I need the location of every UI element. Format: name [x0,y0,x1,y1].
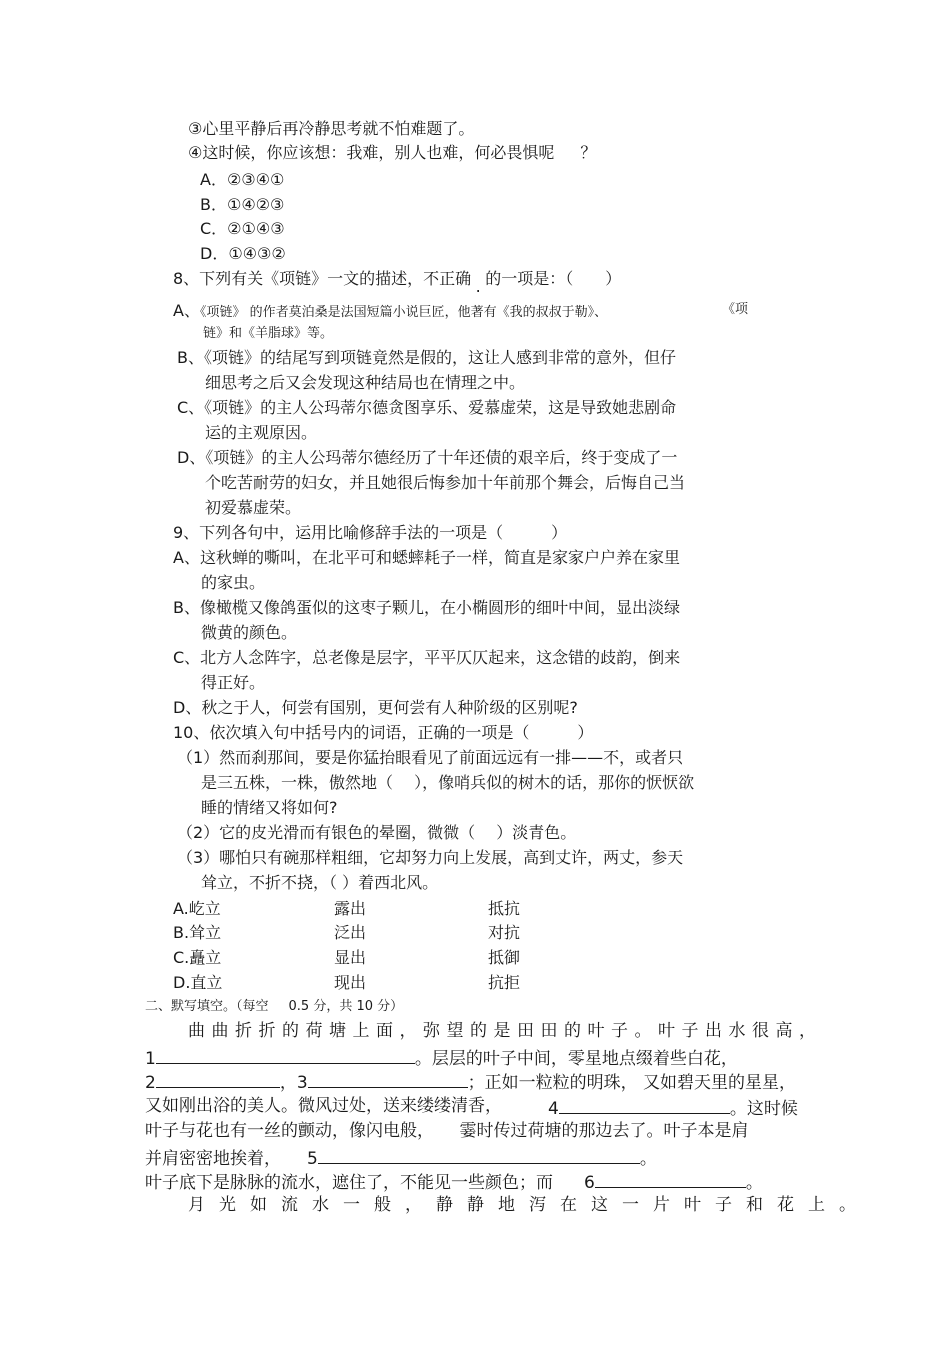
q9-option-b-line1: B、像橄榄又像鸽蛋似的这枣子颗儿，在小椭圆形的细叶中间，显出淡绿 [173,598,680,617]
recitation-line-7-end: 。 [745,1173,763,1193]
recitation-line-4-blank [548,1098,798,1118]
q10-choice-d-word2: 现出 [334,973,367,992]
recitation-line-6-text: 并肩密密地挨着， [145,1149,281,1169]
q8-option-d-line1: D、《项链》的主人公玛蒂尔德经历了十年还债的艰辛后，终于变成了一 [177,448,678,467]
q9-option-a-line2: 的家虫。 [201,573,266,592]
q7-choice-a: A．②③④① [200,170,285,189]
q8-option-d-line2: 个吃苦耐劳的妇女，并且她很后悔参加十年前那个舞会，后悔自己当 [205,473,686,492]
q9-option-b-line2: 微黄的颜色。 [201,623,298,642]
q7-option-4-text: ④这时候，你应该想：我难，别人也难，何必畏惧呢 [188,143,555,162]
blank-3[interactable] [308,1072,468,1088]
q7-choice-b: B．①④②③ [200,195,285,214]
q10-sentence-1-line2: 是三五株，一株，傲然地（ ），像哨兵似的树木的话，那你的恹恹欲 [201,773,695,792]
q10-choice-d-word1: D.直立 [173,973,223,992]
blank-5-number: 5 [307,1149,318,1169]
blank-4[interactable] [559,1098,730,1114]
q9-option-d: D、秋之于人，何尝有国别，更何尝有人种阶级的区别呢? [173,698,578,717]
q9-stem: 9、下列各句中，运用比喻修辞手法的一项是（ ） [173,523,568,542]
q7-option-4 [188,145,596,161]
recitation-line-7-text: 叶子底下是脉脉的流水，遮住了，不能见一些颜色；而 [145,1173,553,1193]
q7-option-3: ③心里平静后再冷静思考就不怕难题了。 [188,119,475,138]
q10-choice-a-word3: 抵抗 [488,899,521,918]
section-2-heading-start: 二、默写填空。（每空 [145,999,269,1014]
q8-stem [173,269,622,296]
recitation-line-7 [145,1172,763,1192]
q8-option-d-line3: 初爱慕虚荣。 [205,498,302,517]
q8-option-a-line2: 链》和《羊脂球》等。 [203,326,334,341]
section-2-heading [145,1000,403,1013]
blank-2-number: 2 [145,1073,156,1093]
blank-6[interactable] [595,1172,746,1188]
q10-sentence-1-line3: 睡的情绪又将如何? [201,798,338,817]
recitation-line-4: 又如刚出浴的美人。微风过处，送来缕缕清香， [145,1096,502,1116]
q8-option-a-line1 [173,303,607,319]
q10-choice-d-word3: 抗拒 [488,973,521,992]
q7-option-4-mark: ？ [580,143,597,162]
q8-emphasis-dot: . [475,277,481,296]
q10-sentence-2: （2）它的皮光滑而有银色的晕圈，微微（ ）淡青色。 [177,823,577,842]
q10-choice-c-word2: 显出 [334,948,367,967]
q8-stem-end: 的一项是：（ ） [485,269,622,288]
q10-choice-a-word1: A.屹立 [173,899,221,918]
recitation-line-6 [145,1148,657,1168]
q8-option-a-tail: 《项 [722,302,749,317]
q8-option-b-line2: 细思考之后又会发现这种结局也在情理之中。 [205,373,526,392]
q10-stem: 10、依次填入句中括号内的词语，正确的一项是（ ） [173,723,594,742]
q10-choice-b-word2: 泛出 [334,923,367,942]
q8-stem-start: 8、下列有关《项链》一文的描述，不正确 [173,269,472,288]
q10-sentence-3-line2: 耸立，不折不挠，（ ）着西北风。 [201,873,439,892]
q8-option-c-line2: 运的主观原因。 [205,423,318,442]
q8-option-c-line1: C、《项链》的主人公玛蒂尔德贪图享乐、爱慕虚荣，这是导致她悲剧命 [177,398,677,417]
blank-3-number: ，3 [279,1073,308,1093]
q7-choice-c: C．②①④③ [200,219,285,238]
q8-option-a-label: A、 [173,301,200,320]
q10-sentence-1-line1: （1）然而刹那间，要是你猛抬眼看见了前面远远有一排——不，或者只 [177,748,684,767]
q8-option-a-text: 《项链》 的作者莫泊桑是法国短篇小说巨匠，他著有《我的叔叔于勒》、 [199,305,608,320]
blank-1[interactable] [156,1048,415,1064]
section-2-heading-score: 0.5 分，共 10 分） [288,999,404,1014]
q9-option-c-line2: 得正好。 [201,673,266,692]
recitation-line-8: 月光如流水一般，静静地泻在这一片叶子和花上。 [188,1195,870,1215]
q10-choice-b-word3: 对抗 [488,923,521,942]
q9-option-a-line1: A、这秋蝉的嘶叫，在北平可和蟋蟀耗子一样，简直是家家户户养在家里 [173,548,680,567]
q10-choice-a-word2: 露出 [334,899,367,918]
recitation-line-2 [145,1048,738,1068]
q10-choice-b-word1: B.耸立 [173,923,222,942]
blank-5[interactable] [318,1148,640,1164]
recitation-line-5: 叶子与花也有一丝的颤动，像闪电般， 霎时传过荷塘的那边去了。叶子本是肩 [145,1121,749,1141]
blank-1-number: 1 [145,1049,156,1069]
q9-option-c-line1: C、北方人念阵字，总老像是层字，平平仄仄起来，这念错的歧韵，倒来 [173,648,681,667]
recitation-line-3-text: ；正如一粒粒的明珠， 又如碧天里的星星， [467,1073,797,1093]
q10-choice-c-word1: C.矗立 [173,948,222,967]
q7-choice-d: D．①④③② [200,244,286,263]
q8-option-b-line1: B、《项链》的结尾写到项链竟然是假的，这让人感到非常的意外，但仔 [177,348,676,367]
recitation-line-4-end: 。这时候 [729,1099,798,1119]
q10-choice-c-word3: 抵御 [488,948,521,967]
recitation-line-3 [145,1072,796,1092]
blank-2[interactable] [156,1072,280,1088]
blank-4-number: 4 [548,1099,559,1119]
recitation-line-6-end: 。 [639,1149,657,1169]
recitation-line-2-text: 。层层的叶子中间，零星地点缀着些白花， [414,1049,738,1069]
recitation-line-1: 曲曲折折的荷塘上面，弥望的是田田的叶子。叶子出水很高， [188,1021,823,1041]
blank-6-number: 6 [584,1173,595,1193]
q10-sentence-3-line1: （3）哪怕只有碗那样粗细，它却努力向上发展，高到丈许，两丈，参天 [177,848,684,867]
